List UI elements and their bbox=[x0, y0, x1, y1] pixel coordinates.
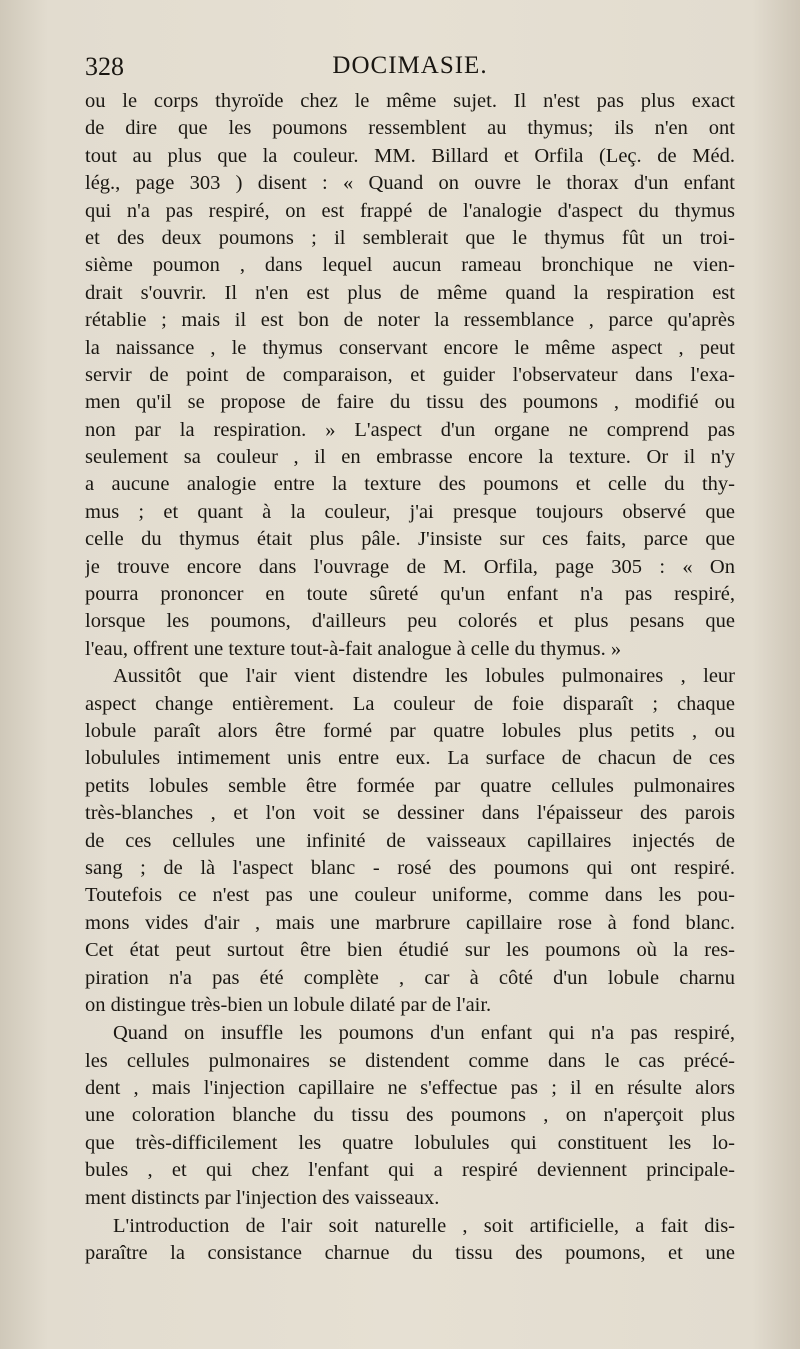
text-line: les cellules pulmonaires se distendent comme dans le cas précé- bbox=[85, 1049, 735, 1072]
text-line: Toutefois ce n'est pas une couleur uniforme, comme dans les pou- bbox=[85, 884, 735, 907]
text-line: lobule paraît alors être formé par quatre lobules plus petits , ou bbox=[85, 719, 735, 742]
text-line: celle du thymus était plus pâle. J'insiste sur ces faits, parce que bbox=[85, 528, 735, 551]
text-line: de dire que les poumons ressemblent au thymus; ils n'en ont bbox=[85, 117, 735, 140]
text-line: Quand on insuffle les poumons d'un enfant qui n'a pas respiré, bbox=[113, 1022, 735, 1045]
text-line: sang ; de là l'aspect blanc - rosé des poumons qui ont respiré. bbox=[85, 856, 735, 879]
text-line: qui n'a pas respiré, on est frappé de l'analogie d'aspect du thymus bbox=[85, 199, 735, 222]
running-head: DOCIMASIE. bbox=[332, 52, 488, 79]
text-line: ment distincts par l'injection des vaisseaux. bbox=[85, 1186, 440, 1209]
text-line: lobulules intimement unis entre eux. La surface de chacun de ces bbox=[85, 747, 735, 770]
text-line: ou le corps thyroïde chez le même sujet. Il n'est pas plus exact bbox=[85, 90, 735, 112]
text-line: et des deux poumons ; il semblerait que le thymus fût un troi- bbox=[85, 226, 735, 249]
text-line: l'eau, offrent une texture tout-à-fait analogue à celle du thymus. » bbox=[85, 637, 622, 660]
text-line: lorsque les poumons, d'ailleurs peu colorés et plus pesans que bbox=[85, 610, 735, 633]
text-line: petits lobules semble être formée par quatre cellules pulmonaires bbox=[85, 774, 735, 797]
body-text bbox=[85, 88, 735, 1268]
text-line: je trouve encore dans l'ouvrage de M. Orfila, page 305 : « On bbox=[85, 555, 735, 578]
text-line: rétablie ; mais il est bon de noter la ressemblance , parce qu'après bbox=[85, 309, 735, 332]
text-line: men qu'il se propose de faire du tissu des poumons , modifié ou bbox=[85, 391, 735, 414]
text-line: aspect change entièrement. La couleur de foie disparaît ; chaque bbox=[85, 692, 735, 715]
text-line: on distingue très-bien un lobule dilaté par de l'air. bbox=[85, 993, 492, 1016]
text-line: sième poumon , dans lequel aucun rameau bronchique ne vien- bbox=[85, 254, 735, 277]
text-line: tout au plus que la couleur. MM. Billard et Orfila (Leç. de Méd. bbox=[85, 144, 735, 167]
text-line: de ces cellules une infinité de vaisseaux capillaires injectés de bbox=[85, 829, 735, 852]
text-line: mons vides d'air , mais une marbrure capillaire rose à fond blanc. bbox=[85, 911, 735, 934]
text-line: Aussitôt que l'air vient distendre les lobules pulmonaires , leur bbox=[113, 665, 735, 688]
text-line: L'introduction de l'air soit naturelle , soit artificielle, a fait dis- bbox=[113, 1215, 735, 1238]
text-line: une coloration blanche du tissu des poumons , on n'aperçoit plus bbox=[85, 1104, 735, 1127]
text-line: la naissance , le thymus conservant encore le même aspect , peut bbox=[85, 336, 735, 359]
text-line: piration n'a pas été complète , car à côté d'un lobule charnu bbox=[85, 966, 735, 989]
page-header bbox=[85, 52, 735, 88]
text-line: bules , et qui chez l'enfant qui a respiré deviennent principale- bbox=[85, 1159, 735, 1182]
text-line: servir de point de comparaison, et guider l'observateur dans l'exa- bbox=[85, 363, 735, 386]
text-line: dent , mais l'injection capillaire ne s'effectue pas ; il en résulte alors bbox=[85, 1077, 735, 1100]
page-number: 328 bbox=[85, 52, 124, 81]
text-line: très-blanches , et l'on voit se dessiner dans l'épaisseur des parois bbox=[85, 802, 735, 825]
text-line: que très-difficilement les quatre lobulules qui constituent les lo- bbox=[85, 1131, 735, 1154]
text-line: pourra prononcer en toute sûreté qu'un enfant n'a pas respiré, bbox=[85, 583, 735, 606]
text-line: lég., page 303 ) disent : « Quand on ouvre le thorax d'un enfant bbox=[85, 172, 735, 195]
text-line: seulement sa couleur , il en embrasse encore la texture. Or il n'y bbox=[85, 446, 735, 469]
text-line: Cet état peut surtout être bien étudié sur les poumons où la res- bbox=[85, 939, 735, 962]
text-line: non par la respiration. » L'aspect d'un organe ne comprend pas bbox=[85, 418, 735, 441]
text-line: a aucune analogie entre la texture des poumons et celle du thy- bbox=[85, 473, 735, 496]
text-line: drait s'ouvrir. Il n'en est plus de même quand la respiration est bbox=[85, 281, 735, 304]
text-line: mus ; et quant à la couleur, j'ai presque toujours observé que bbox=[85, 500, 735, 523]
text-line: paraître la consistance charnue du tissu des poumons, et une bbox=[85, 1242, 735, 1265]
